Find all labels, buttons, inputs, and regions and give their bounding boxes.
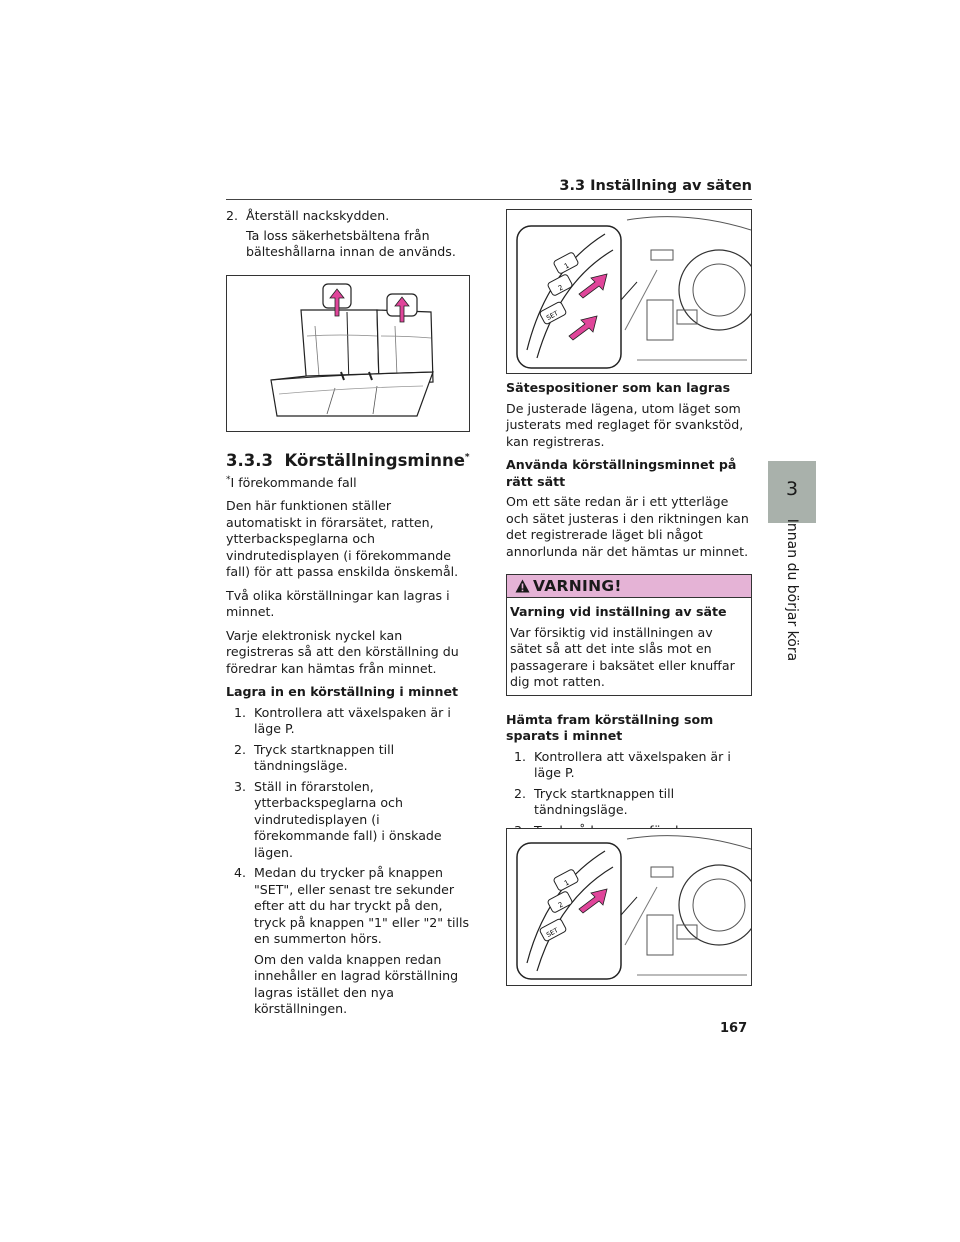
- page-header: [226, 178, 752, 200]
- list-item: 1. Kontrollera att växelspaken är i läge P.: [234, 704, 451, 736]
- warning-triangle-icon: [515, 579, 530, 593]
- subheading: Hämta fram körställning som sparats i minnet: [506, 711, 714, 743]
- button-set-label: SET: [544, 926, 560, 940]
- step-note: Om den valda knappen redan innehåller en lagrad körställning lagras istället den nya körställningen.: [254, 951, 459, 1016]
- paragraph: Om ett säte redan är i ett ytterläge och sätet justeras i den riktningen kan det registrerade läget bli något annorlunda när det hämtas ur minnet.: [506, 494, 749, 559]
- memory-buttons-figure-set: [506, 209, 752, 374]
- right-column: [506, 380, 752, 876]
- chapter-title: Innan du börjar köra: [784, 518, 800, 662]
- section-heading: 3.3.3 Körställningsminne*: [226, 450, 470, 470]
- paragraph: Två olika körställningar kan lagras i minnet.: [226, 587, 450, 619]
- left-column: [226, 208, 470, 1018]
- list-item: 2. Tryck startknappen till tändningsläge.: [234, 741, 395, 773]
- memory-buttons-figure-recall: [506, 828, 752, 986]
- page-number: 167: [720, 1021, 748, 1036]
- rear-seat-figure: [226, 275, 470, 432]
- warning-header: [507, 575, 751, 598]
- paragraph: Den här funktionen ställer automatiskt in förarsätet, ratten, ytterbackspeglarna och vindrutedisplayen (i förekommande fall) för att passa enskilda önskemål.: [226, 498, 459, 579]
- warning-heading: Varning vid inställning av säte: [510, 604, 727, 619]
- button-1-label: 1: [562, 878, 571, 888]
- warning-text: Var försiktig vid inställningen av sätet så att det inte slås mot en passagerare i baksätet eller knuffar dig mot ratten.: [510, 624, 735, 689]
- list-item: 1. Kontrollera att växelspaken är i läge P.: [514, 748, 731, 780]
- step-note: Ta loss säkerhetsbältena från bälteshållarna innan de används.: [246, 227, 456, 259]
- list-item: 3. Ställ in förarstolen, ytterbackspeglarna och vindrutedisplayen (i förekommande fall) i önskade lägen.: [234, 778, 442, 860]
- paragraph: Varje elektronisk nyckel kan registreras så att den körställning du föredrar kan hämtas från minnet.: [226, 627, 459, 676]
- list-item: 2. Tryck startknappen till tändningsläge.: [514, 785, 675, 817]
- list-item: 4. Medan du trycker på knappen "SET", eller senast tre sekunder efter att du har tryckt på den, tryck på knappen "1" eller "2" tills en summerton hörs.: [234, 865, 470, 946]
- subheading: Lagra in en körställning i minnet: [226, 684, 459, 699]
- button-set-label: SET: [544, 309, 560, 323]
- chapter-tab: [768, 461, 816, 523]
- store-steps-list: [226, 705, 470, 1018]
- subheading: Sätespositioner som kan lagras: [506, 380, 731, 395]
- chapter-number: 3: [785, 478, 799, 500]
- button-2-label: 2: [556, 283, 565, 293]
- list-item: 2. Återställ nackskydden.: [226, 208, 390, 223]
- button-1-label: 1: [562, 261, 571, 271]
- warning-box: [506, 574, 752, 696]
- subheading: Använda körställningsminnet på rätt sätt: [506, 457, 737, 489]
- button-2-label: 2: [556, 900, 565, 910]
- paragraph: De justerade lägena, utom läget som justerats med reglaget för svankstöd, kan registreras.: [506, 400, 744, 449]
- warning-label: VARNING!: [533, 577, 622, 595]
- header-title: 3.3 Inställning av säten: [559, 178, 752, 194]
- footnote: *I förekommande fall: [226, 474, 357, 490]
